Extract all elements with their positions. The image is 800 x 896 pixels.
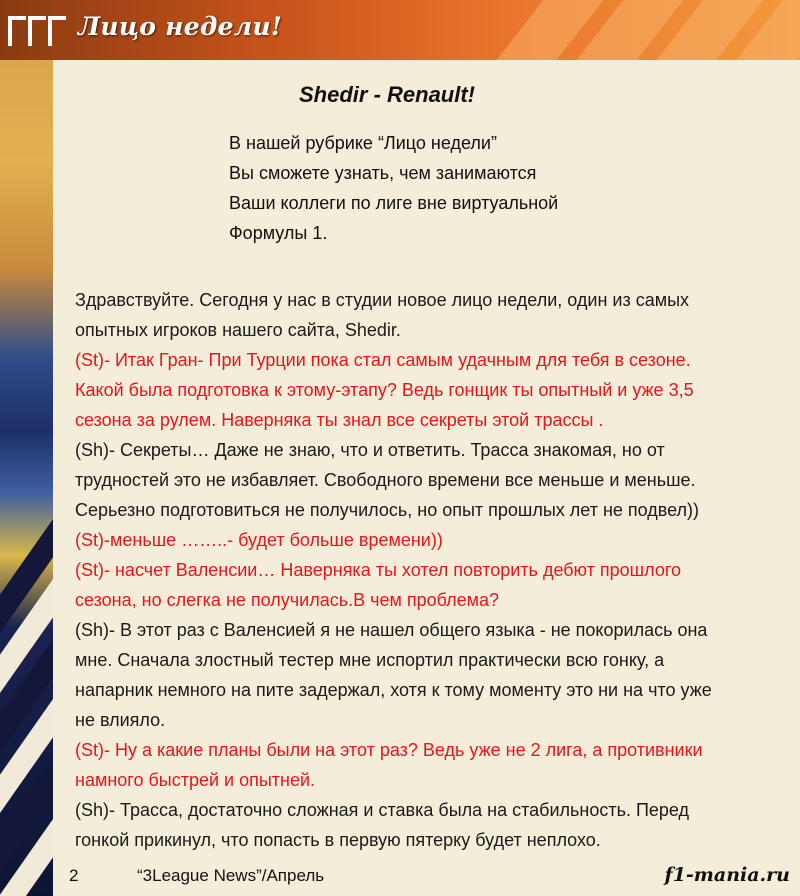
article-panel [53, 60, 800, 896]
intro-line: Ваши коллеги по лиге вне виртуальной [229, 193, 559, 213]
text-line: Какой была подготовка к этому-этапу? Ведь гонщик ты опытный и уже 3,5 [75, 380, 694, 400]
answer-paragraph [75, 615, 793, 735]
section-title: Лицо недели! [78, 12, 283, 41]
intro-line: Вы сможете узнать, чем занимаются [229, 163, 537, 183]
text-line: сезона за рулем. Наверняка ты знал все секреты этой трассы . [75, 410, 604, 430]
text-line: Серьезно подготовиться не получилось, но опыт прошлых лет не подвел)) [75, 500, 700, 520]
answer-paragraph [75, 795, 793, 855]
header-banner [0, 0, 800, 60]
text-line: (Sh)- Трасса, достаточно сложная и ставка была на стабильность. Перед [75, 800, 690, 820]
question-paragraph [75, 345, 793, 435]
answer-paragraph [75, 435, 793, 525]
text-line: (Sh)- Секреты… Даже не знаю, что и ответить. Трасса знакомая, но от [75, 440, 665, 460]
text-line: опытных игроков нашего сайта, Shedir. [75, 320, 401, 340]
text-line: трудностей это не избавляет. Свободного времени все меньше и меньше. [75, 470, 696, 490]
text-line: не влияло. [75, 710, 166, 730]
text-line: мне. Сначала злостный тестер мне испортил практически всю гонку, а [75, 650, 665, 670]
text-line: сезона, но слегка не получилась.В чем проблема? [75, 590, 500, 610]
text-line: (St)- Ну а какие планы были на этот раз? Ведь уже не 2 лига, а противники [75, 740, 703, 760]
article-title: Shedir - Renault! [299, 82, 476, 107]
text-line: (Sh)- В этот раз с Валенсией я не нашел общего языка - не покорилась она [75, 620, 708, 640]
page-number: 2 [69, 866, 79, 885]
text-line: (St)-меньше ……..- будет больше времени)) [75, 530, 443, 550]
site-name: f1-mania.ru [664, 864, 790, 886]
magazine-name: “3League News”/Апрель [137, 866, 325, 885]
intro-line: Формулы 1. [229, 223, 328, 243]
intro-line: В нашей рубрике “Лицо недели” [229, 133, 497, 153]
text-line: гонкой прикинул, что попасть в первую пятерку будет неплохо. [75, 830, 601, 850]
text-line: намного быстрей и опытней. [75, 770, 316, 790]
question-paragraph [75, 525, 793, 555]
question-paragraph [75, 555, 793, 615]
text-line: (St)- Итак Гран- При Турции пока стал самым удачным для тебя в сезоне. [75, 350, 691, 370]
text-line: напарник немного на пите задержал, хотя к тому моменту это ни на что уже [75, 680, 712, 700]
answer-paragraph [75, 285, 793, 345]
logo-icon [6, 10, 68, 50]
text-line: Здравствуйте. Сегодня у нас в студии новое лицо недели, один из самых [75, 290, 690, 310]
interview-body [75, 285, 793, 855]
question-paragraph [75, 735, 793, 795]
text-line: (St)- насчет Валенсии… Наверняка ты хотел повторить дебют прошлого [75, 560, 682, 580]
side-photo [0, 0, 60, 896]
intro-block [229, 128, 558, 248]
